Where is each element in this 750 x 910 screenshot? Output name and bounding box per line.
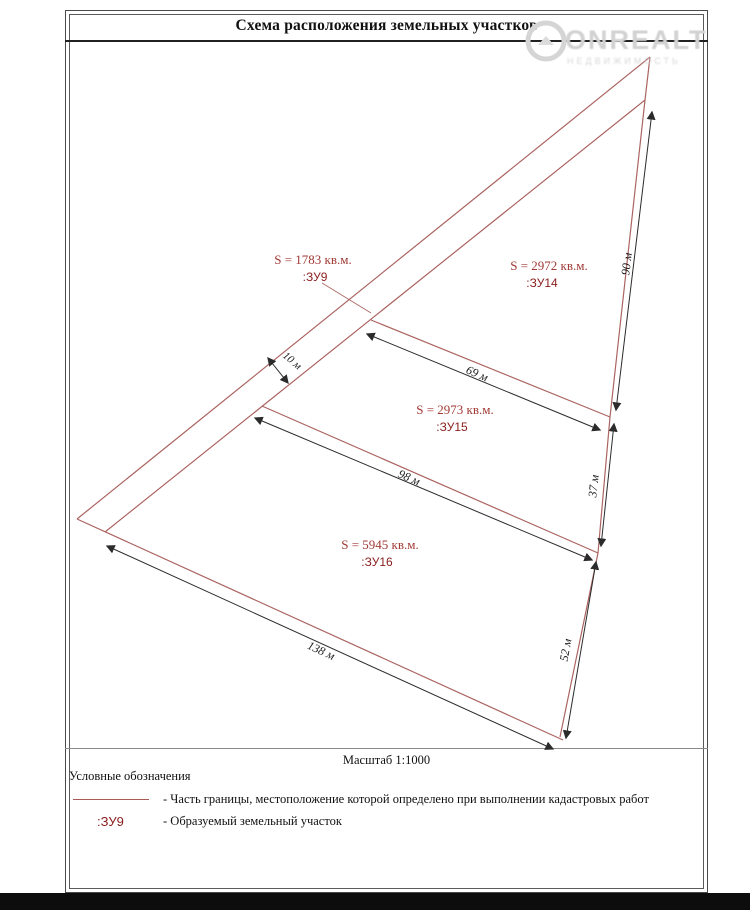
parcel-zu15-area: S = 2973 кв.м.	[416, 402, 494, 417]
legend-heading: Условные обозначения	[69, 769, 191, 783]
dim-label-10m: 10 м	[280, 349, 304, 373]
parcel-zu14-tag: :ЗУ14	[526, 276, 558, 290]
parcel-zu9-tag: :ЗУ9	[302, 270, 328, 284]
legend-zu-symbol: :ЗУ9	[97, 814, 124, 829]
boundary-strip-lower	[105, 100, 645, 532]
dim-label-69m: 69 м	[464, 362, 491, 385]
dim-arrow-98m	[255, 418, 592, 560]
parcel-zu16-area: S = 5945 кв.м.	[341, 537, 419, 552]
dim-label-52m: 52 м	[556, 637, 575, 663]
parcel-zu16-tag: :ЗУ16	[361, 555, 393, 569]
parcel-zu9-area: S = 1783 кв.м.	[274, 252, 352, 267]
dim-label-37m: 37 м	[585, 473, 602, 498]
watermark-brand: ONREALT	[565, 25, 708, 55]
legend-item-boundary: - Часть границы, местоположение которой определено при выполнении кадастровых работ	[163, 792, 649, 806]
boundary-top-edge	[77, 57, 650, 519]
boundary-right-edge	[560, 57, 650, 737]
boundary-zu15-zu16	[262, 406, 598, 553]
dim-label-138m: 138 м	[305, 638, 338, 663]
parcel-zu15-tag: :ЗУ15	[436, 420, 468, 434]
scale-label: Масштаб 1:1000	[342, 753, 431, 767]
legend-item-parcel: - Образуемый земельный участок	[163, 814, 342, 828]
parcel-zu14-area: S = 2972 кв.м.	[510, 258, 588, 273]
page-title: Схема расположения земельных участков	[235, 17, 538, 34]
boundary-bottom-edge	[77, 519, 563, 740]
dim-label-90m: 90 м	[618, 251, 635, 277]
dim-label-98m: 98 м	[396, 466, 423, 489]
watermark-subtext: НЕДВИЖИМОСТЬ	[567, 56, 681, 66]
